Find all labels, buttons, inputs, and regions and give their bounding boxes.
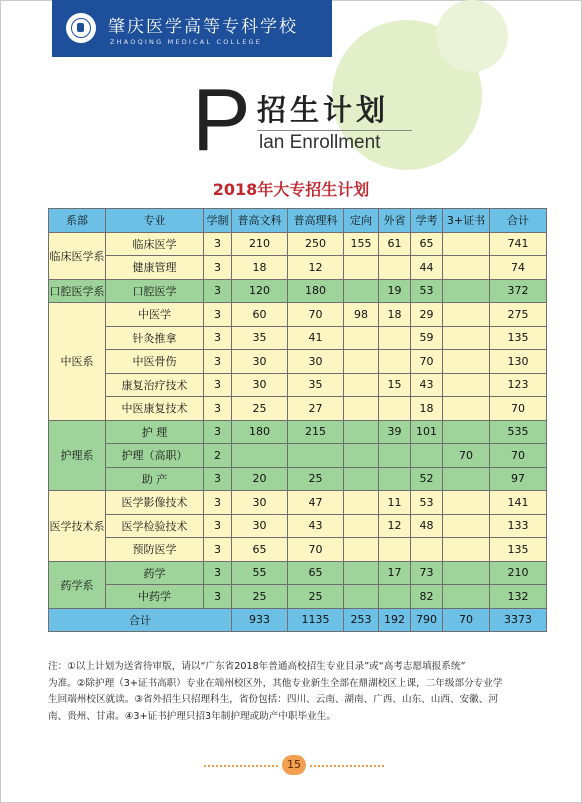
- dept-cell: 医学技术系: [49, 491, 106, 562]
- value-cell: 132: [490, 585, 547, 609]
- value-cell: 3: [204, 491, 232, 515]
- value-cell: [344, 373, 379, 397]
- table-row: [49, 491, 547, 515]
- table-header-row: [49, 209, 547, 233]
- value-cell: [379, 444, 411, 468]
- value-cell: 3: [204, 279, 232, 303]
- value-cell: 18: [411, 397, 443, 421]
- value-cell: 35: [288, 373, 344, 397]
- value-cell: [443, 585, 490, 609]
- total-cell: 933: [232, 608, 288, 632]
- page-title: 招生计划: [257, 93, 390, 127]
- value-cell: 17: [379, 561, 411, 585]
- table-row: [49, 350, 547, 374]
- school-name-en: ZHAOQING MEDICAL COLLEGE: [110, 38, 263, 46]
- value-cell: 3: [204, 256, 232, 280]
- value-cell: 70: [411, 350, 443, 374]
- value-cell: [344, 279, 379, 303]
- value-cell: 44: [411, 256, 443, 280]
- value-cell: 123: [490, 373, 547, 397]
- total-cell: 70: [443, 608, 490, 632]
- major-cell: 口腔医学: [106, 279, 204, 303]
- major-cell: 中医康复技术: [106, 397, 204, 421]
- value-cell: [379, 467, 411, 491]
- value-cell: 53: [411, 491, 443, 515]
- value-cell: 27: [288, 397, 344, 421]
- footnote-line: 南、贵州、甘肃。④3+证书护理只招3年制护理或助产中职毕业生。: [48, 710, 336, 722]
- value-cell: 48: [411, 514, 443, 538]
- value-cell: 141: [490, 491, 547, 515]
- table-row: [49, 303, 547, 327]
- value-cell: [443, 279, 490, 303]
- col-header-3plus: 3+证书: [443, 209, 490, 233]
- value-cell: 133: [490, 514, 547, 538]
- table-row: [49, 561, 547, 585]
- value-cell: 135: [490, 538, 547, 562]
- table-body: [49, 232, 547, 608]
- value-cell: [344, 420, 379, 444]
- dept-cell: 护理系: [49, 420, 106, 491]
- footer-dots-left: [204, 765, 278, 767]
- value-cell: 53: [411, 279, 443, 303]
- value-cell: 18: [379, 303, 411, 327]
- col-header-major: 专业: [106, 209, 204, 233]
- major-cell: 临床医学: [106, 232, 204, 256]
- value-cell: 372: [490, 279, 547, 303]
- value-cell: 101: [411, 420, 443, 444]
- value-cell: 60: [232, 303, 288, 327]
- value-cell: [379, 397, 411, 421]
- major-cell: 预防医学: [106, 538, 204, 562]
- value-cell: 120: [232, 279, 288, 303]
- value-cell: 3: [204, 514, 232, 538]
- value-cell: [443, 561, 490, 585]
- major-cell: 药学: [106, 561, 204, 585]
- value-cell: 180: [232, 420, 288, 444]
- value-cell: [344, 538, 379, 562]
- value-cell: 180: [288, 279, 344, 303]
- table-total-row: [49, 608, 547, 632]
- major-cell: 中医骨伤: [106, 350, 204, 374]
- table-row: [49, 232, 547, 256]
- col-header-out-province: 外省: [379, 209, 411, 233]
- value-cell: 20: [232, 467, 288, 491]
- value-cell: [443, 350, 490, 374]
- value-cell: 30: [288, 350, 344, 374]
- col-header-dept: 系部: [49, 209, 106, 233]
- value-cell: 210: [232, 232, 288, 256]
- table-row: [49, 373, 547, 397]
- col-header-years: 学制: [204, 209, 232, 233]
- table-row: [49, 538, 547, 562]
- total-cell: 192: [379, 608, 411, 632]
- value-cell: [344, 444, 379, 468]
- value-cell: [379, 256, 411, 280]
- value-cell: 30: [232, 373, 288, 397]
- value-cell: 19: [379, 279, 411, 303]
- value-cell: [344, 514, 379, 538]
- value-cell: 3: [204, 538, 232, 562]
- major-cell: 医学影像技术: [106, 491, 204, 515]
- value-cell: 15: [379, 373, 411, 397]
- value-cell: [411, 538, 443, 562]
- total-cell: 1135: [288, 608, 344, 632]
- value-cell: [288, 444, 344, 468]
- value-cell: 59: [411, 326, 443, 350]
- school-name-cn: 肇庆医学高等专科学校: [108, 17, 298, 37]
- value-cell: 82: [411, 585, 443, 609]
- value-cell: [443, 467, 490, 491]
- value-cell: 11: [379, 491, 411, 515]
- table-row: [49, 420, 547, 444]
- major-cell: 医学检验技术: [106, 514, 204, 538]
- value-cell: 25: [232, 397, 288, 421]
- page-number: 15: [282, 755, 306, 775]
- table-row: [49, 514, 547, 538]
- value-cell: 70: [288, 303, 344, 327]
- value-cell: 30: [232, 350, 288, 374]
- value-cell: 70: [443, 444, 490, 468]
- table-row: [49, 397, 547, 421]
- footnote: [48, 659, 546, 725]
- value-cell: 3: [204, 350, 232, 374]
- value-cell: 47: [288, 491, 344, 515]
- value-cell: [344, 326, 379, 350]
- value-cell: [443, 397, 490, 421]
- dept-cell: 临床医学系: [49, 232, 106, 279]
- value-cell: [443, 514, 490, 538]
- value-cell: [344, 397, 379, 421]
- title-letter: P: [192, 70, 251, 169]
- value-cell: 3: [204, 467, 232, 491]
- table-row: [49, 467, 547, 491]
- value-cell: 70: [288, 538, 344, 562]
- total-cell: 3373: [490, 608, 547, 632]
- value-cell: [411, 444, 443, 468]
- footnote-line: 注：①以上计划为送省待审版，请以“广东省2018年普通高校招生专业目录”或“高考志愿填报系统”: [48, 661, 466, 672]
- value-cell: 97: [490, 467, 547, 491]
- value-cell: 30: [232, 514, 288, 538]
- value-cell: 74: [490, 256, 547, 280]
- footnote-line: 为准。②除护理（3+证书高职）专业在端州校区外，其他专业新生全部在鼎湖校区上课，二年级部分专业学: [48, 677, 503, 689]
- total-cell: 253: [344, 608, 379, 632]
- value-cell: [344, 256, 379, 280]
- value-cell: 52: [411, 467, 443, 491]
- value-cell: 3: [204, 585, 232, 609]
- footer-dots-right: [310, 765, 384, 767]
- table-row: [49, 326, 547, 350]
- dept-cell: 口腔医学系: [49, 279, 106, 303]
- value-cell: 30: [232, 491, 288, 515]
- value-cell: 61: [379, 232, 411, 256]
- value-cell: 25: [288, 585, 344, 609]
- value-cell: 2: [204, 444, 232, 468]
- value-cell: [443, 303, 490, 327]
- value-cell: 275: [490, 303, 547, 327]
- value-cell: 43: [288, 514, 344, 538]
- major-cell: 中医学: [106, 303, 204, 327]
- table-row: [49, 585, 547, 609]
- value-cell: [379, 538, 411, 562]
- value-cell: [443, 256, 490, 280]
- footnote-line: 生回端州校区就读。③省外招生只招理科生，省份包括：四川、云南、湖南、广西、山东、山西、安徽、河: [48, 694, 498, 705]
- value-cell: [344, 491, 379, 515]
- table-title: 2018年大专招生计划: [212, 180, 370, 199]
- value-cell: [379, 350, 411, 374]
- value-cell: [443, 326, 490, 350]
- table-row: [49, 279, 547, 303]
- value-cell: [344, 585, 379, 609]
- value-cell: 741: [490, 232, 547, 256]
- value-cell: 65: [288, 561, 344, 585]
- value-cell: [379, 326, 411, 350]
- major-cell: 健康管理: [106, 256, 204, 280]
- value-cell: 18: [232, 256, 288, 280]
- value-cell: 130: [490, 350, 547, 374]
- value-cell: [344, 561, 379, 585]
- value-cell: 215: [288, 420, 344, 444]
- value-cell: [443, 491, 490, 515]
- value-cell: 25: [288, 467, 344, 491]
- value-cell: [344, 467, 379, 491]
- value-cell: 12: [288, 256, 344, 280]
- major-cell: 助 产: [106, 467, 204, 491]
- major-cell: 针灸推拿: [106, 326, 204, 350]
- value-cell: 55: [232, 561, 288, 585]
- major-cell: 护 理: [106, 420, 204, 444]
- value-cell: 3: [204, 373, 232, 397]
- value-cell: 250: [288, 232, 344, 256]
- value-cell: 39: [379, 420, 411, 444]
- col-header-science: 普高理科: [288, 209, 344, 233]
- value-cell: [344, 350, 379, 374]
- table-row: [49, 256, 547, 280]
- value-cell: 25: [232, 585, 288, 609]
- value-cell: [232, 444, 288, 468]
- total-label: 合计: [49, 608, 232, 632]
- value-cell: 35: [232, 326, 288, 350]
- value-cell: [443, 420, 490, 444]
- value-cell: 535: [490, 420, 547, 444]
- value-cell: 135: [490, 326, 547, 350]
- table-row: [49, 444, 547, 468]
- col-header-directed: 定向: [344, 209, 379, 233]
- decor-circle-small: [436, 0, 508, 72]
- header-band: [52, 0, 332, 57]
- major-cell: 护理（高职）: [106, 444, 204, 468]
- major-cell: 中药学: [106, 585, 204, 609]
- value-cell: 12: [379, 514, 411, 538]
- dept-cell: 药学系: [49, 561, 106, 608]
- value-cell: [443, 373, 490, 397]
- value-cell: 3: [204, 232, 232, 256]
- value-cell: 73: [411, 561, 443, 585]
- value-cell: 65: [411, 232, 443, 256]
- value-cell: 29: [411, 303, 443, 327]
- value-cell: [443, 538, 490, 562]
- value-cell: 3: [204, 303, 232, 327]
- value-cell: 65: [232, 538, 288, 562]
- value-cell: 3: [204, 420, 232, 444]
- value-cell: 3: [204, 326, 232, 350]
- dept-cell: 中医系: [49, 303, 106, 421]
- value-cell: [379, 585, 411, 609]
- value-cell: 210: [490, 561, 547, 585]
- value-cell: 3: [204, 561, 232, 585]
- school-logo-icon: [66, 13, 96, 43]
- major-cell: 康复治疗技术: [106, 373, 204, 397]
- page-title-en: lan Enrollment: [259, 132, 381, 153]
- value-cell: [443, 232, 490, 256]
- total-cell: 790: [411, 608, 443, 632]
- col-header-arts: 普高文科: [232, 209, 288, 233]
- value-cell: 3: [204, 397, 232, 421]
- title-rule: [257, 130, 412, 131]
- value-cell: 70: [490, 444, 547, 468]
- enrollment-table: [48, 208, 547, 632]
- value-cell: 43: [411, 373, 443, 397]
- col-header-xuekao: 学考: [411, 209, 443, 233]
- value-cell: 41: [288, 326, 344, 350]
- value-cell: 155: [344, 232, 379, 256]
- value-cell: 98: [344, 303, 379, 327]
- col-header-total: 合计: [490, 209, 547, 233]
- value-cell: 70: [490, 397, 547, 421]
